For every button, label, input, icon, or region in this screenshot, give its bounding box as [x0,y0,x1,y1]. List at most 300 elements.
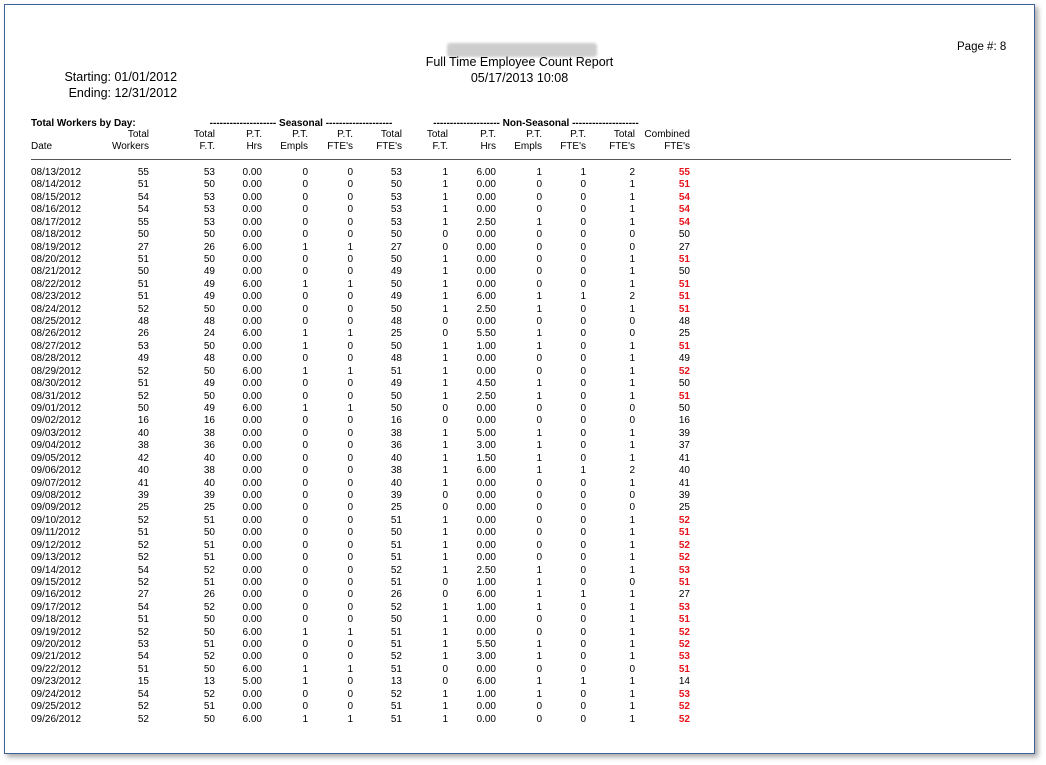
table-row [5,714,1034,726]
cell-s-ft: 50 [203,253,215,265]
cell-n-pt-hrs: 6.00 [476,676,496,688]
cell-s-pt-hrs: 0.00 [242,316,262,328]
cell-combined: 55 [678,167,690,178]
cell-n-total-ftes: 1 [629,179,635,191]
cell-s-ft: 50 [203,626,215,638]
column-header-line2: FTE's [560,141,586,152]
cell-total-workers: 55 [137,216,149,228]
cell-s-pt-empls: 1 [302,328,308,340]
cell-combined: 25 [678,328,690,340]
cell-combined: 52 [678,626,690,638]
cell-n-ft: 1 [442,601,448,613]
cell-n-pt-empls: 1 [536,601,542,613]
cell-n-pt-empls: 0 [536,527,542,539]
cell-s-total-ftes: 51 [390,576,402,588]
column-header-line1: Total [426,129,448,140]
cell-combined: 41 [678,477,690,489]
cell-s-total-ftes: 53 [390,167,402,178]
table-row [5,291,1034,303]
cell-s-ft: 49 [203,266,215,278]
cell-date: 08/13/2012 [31,167,82,178]
cell-s-ft: 53 [203,167,215,178]
cell-date: 09/18/2012 [31,614,82,626]
cell-total-workers: 51 [137,179,149,191]
cell-total-workers: 38 [137,440,149,452]
cell-n-pt-hrs: 0.00 [476,514,496,526]
cell-s-total-ftes: 52 [390,564,402,576]
cell-s-pt-empls: 0 [302,204,308,216]
cell-s-ft: 52 [203,651,215,663]
cell-s-ft: 49 [203,378,215,390]
cell-n-pt-hrs: 0.00 [476,229,496,241]
cell-date: 08/17/2012 [31,216,82,228]
cell-n-pt-hrs: 1.50 [476,452,496,464]
starting-value: 01/01/2012 [114,70,178,84]
cell-date: 09/22/2012 [31,663,82,675]
cell-combined: 51 [678,390,690,402]
cell-combined: 51 [678,303,690,315]
cell-s-pt-hrs: 0.00 [242,390,262,402]
cell-date: 08/23/2012 [31,291,82,303]
cell-n-pt-ftes: 0 [580,514,586,526]
column-header-line1 [31,129,52,141]
column-header-line1: Total [613,129,635,140]
cell-n-pt-empls: 0 [536,191,542,203]
cell-s-total-ftes: 40 [390,477,402,489]
cell-n-pt-hrs: 1.00 [476,601,496,613]
cell-combined: 53 [678,564,690,576]
cell-combined: 54 [678,216,690,228]
report-page [4,4,1035,754]
cell-n-total-ftes: 1 [629,340,635,352]
cell-n-pt-hrs: 0.00 [476,316,496,328]
column-header-line2: FTE's [376,141,402,152]
cell-n-total-ftes: 1 [629,266,635,278]
cell-n-pt-empls: 0 [536,514,542,526]
column-header-total-workers [112,129,149,153]
cell-s-ft: 51 [203,701,215,713]
cell-s-pt-empls: 1 [302,403,308,415]
cell-s-total-ftes: 40 [390,452,402,464]
cell-s-pt-ftes: 0 [347,639,353,651]
cell-s-pt-empls: 1 [302,676,308,688]
cell-n-ft: 0 [442,328,448,340]
cell-s-pt-hrs: 0.00 [242,502,262,514]
cell-n-total-ftes: 1 [629,216,635,228]
cell-s-pt-ftes: 0 [347,353,353,365]
cell-n-pt-empls: 0 [536,713,542,725]
cell-s-pt-hrs: 0.00 [242,340,262,352]
column-header-n-pt-hrs [480,129,496,153]
cell-s-total-ftes: 51 [390,663,402,675]
cell-s-pt-empls: 0 [302,527,308,539]
table-row [5,627,1034,639]
cell-s-pt-hrs: 0.00 [242,253,262,265]
table-row [5,614,1034,626]
cell-s-ft: 26 [203,241,215,253]
cell-s-pt-ftes: 0 [347,477,353,489]
cell-n-pt-empls: 0 [536,415,542,427]
cell-n-pt-ftes: 0 [580,427,586,439]
cell-s-pt-ftes: 0 [347,502,353,514]
cell-s-total-ftes: 48 [390,353,402,365]
cell-n-ft: 1 [442,440,448,452]
cell-n-pt-empls: 0 [536,552,542,564]
cell-n-total-ftes: 1 [629,651,635,663]
cell-combined: 51 [678,527,690,539]
cell-s-pt-empls: 0 [302,216,308,228]
cell-n-pt-empls: 1 [536,452,542,464]
cell-s-ft: 51 [203,539,215,551]
cell-n-total-ftes: 1 [629,278,635,290]
report-datetime: 05/17/2013 10:08 [470,71,569,85]
cell-combined: 51 [678,291,690,303]
cell-s-pt-hrs: 0.00 [242,179,262,191]
cell-s-pt-hrs: 6.00 [242,328,262,340]
cell-n-pt-empls: 1 [536,639,542,651]
cell-n-pt-empls: 0 [536,266,542,278]
cell-s-pt-hrs: 0.00 [242,477,262,489]
cell-n-pt-ftes: 0 [580,489,586,501]
cell-date: 09/10/2012 [31,514,82,526]
cell-n-pt-ftes: 0 [580,191,586,203]
cell-s-total-ftes: 52 [390,651,402,663]
cell-total-workers: 52 [137,713,149,725]
cell-s-pt-ftes: 0 [347,601,353,613]
cell-total-workers: 51 [137,663,149,675]
cell-s-pt-hrs: 0.00 [242,204,262,216]
cell-s-pt-hrs: 6.00 [242,713,262,725]
cell-s-pt-empls: 0 [302,489,308,501]
cell-total-workers: 54 [137,688,149,700]
cell-s-pt-hrs: 0.00 [242,291,262,303]
cell-total-workers: 52 [137,701,149,713]
cell-s-pt-ftes: 0 [347,229,353,241]
cell-s-pt-hrs: 0.00 [242,266,262,278]
column-header-line2: F.T. [199,141,215,152]
cell-date: 08/16/2012 [31,204,82,216]
cell-n-pt-hrs: 5.50 [476,639,496,651]
column-header-date [31,129,52,153]
cell-s-ft: 50 [203,614,215,626]
cell-combined: 51 [678,278,690,290]
cell-n-ft: 0 [442,415,448,427]
cell-n-ft: 0 [442,502,448,514]
cell-total-workers: 53 [137,639,149,651]
cell-s-pt-ftes: 1 [347,365,353,377]
column-header-n-total-ftes [609,129,635,153]
data-table [5,167,1034,726]
cell-s-pt-ftes: 1 [347,403,353,415]
cell-s-ft: 39 [203,489,215,501]
cell-n-pt-ftes: 0 [580,713,586,725]
cell-s-ft: 51 [203,552,215,564]
cell-s-pt-hrs: 6.00 [242,626,262,638]
cell-s-pt-hrs: 0.00 [242,576,262,588]
cell-s-pt-empls: 0 [302,639,308,651]
cell-n-pt-hrs: 0.00 [476,266,496,278]
cell-n-pt-empls: 0 [536,626,542,638]
cell-date: 08/29/2012 [31,365,82,377]
cell-n-pt-ftes: 1 [580,676,586,688]
cell-s-total-ftes: 49 [390,378,402,390]
column-header-line2: Empls [514,141,542,152]
cell-combined: 51 [678,663,690,675]
cell-combined: 52 [678,365,690,377]
cell-n-ft: 1 [442,266,448,278]
cell-date: 09/11/2012 [31,527,81,539]
cell-date: 09/13/2012 [31,552,82,564]
cell-s-pt-empls: 0 [302,614,308,626]
table-row [5,229,1034,241]
cell-n-pt-empls: 1 [536,167,542,178]
cell-n-total-ftes: 0 [629,403,635,415]
cell-s-pt-hrs: 6.00 [242,241,262,253]
cell-s-ft: 50 [203,663,215,675]
cell-date: 09/14/2012 [31,564,82,576]
cell-s-ft: 51 [203,639,215,651]
cell-n-total-ftes: 1 [629,564,635,576]
cell-n-pt-empls: 0 [536,353,542,365]
cell-s-pt-ftes: 0 [347,303,353,315]
cell-n-pt-hrs: 1.00 [476,340,496,352]
cell-total-workers: 40 [137,427,149,439]
cell-s-total-ftes: 51 [390,539,402,551]
cell-s-pt-hrs: 0.00 [242,378,262,390]
cell-n-ft: 1 [442,514,448,526]
table-row [5,341,1034,353]
cell-combined: 40 [678,465,690,477]
cell-s-ft: 50 [203,713,215,725]
cell-s-ft: 49 [203,278,215,290]
cell-s-pt-hrs: 0.00 [242,353,262,365]
cell-s-pt-empls: 1 [302,626,308,638]
cell-n-total-ftes: 2 [629,465,635,477]
column-header-line1: Total [127,129,149,140]
cell-n-pt-empls: 0 [536,403,542,415]
cell-s-ft: 50 [203,527,215,539]
cell-n-pt-ftes: 0 [580,390,586,402]
cell-total-workers: 27 [137,241,149,253]
cell-n-pt-empls: 0 [536,502,542,514]
cell-n-pt-ftes: 0 [580,316,586,328]
column-header-line2: FTE's [664,141,690,152]
cell-n-ft: 1 [442,253,448,265]
cell-total-workers: 52 [137,365,149,377]
table-row [5,192,1034,204]
cell-s-total-ftes: 50 [390,614,402,626]
table-row [5,490,1034,502]
cell-s-pt-ftes: 1 [347,663,353,675]
cell-total-workers: 50 [137,229,149,241]
table-row [5,316,1034,328]
cell-n-ft: 1 [442,713,448,725]
cell-combined: 14 [678,676,690,688]
cell-date: 08/24/2012 [31,303,82,315]
cell-n-pt-empls: 1 [536,303,542,315]
column-header-s-ft [194,129,215,153]
page-number: Page #: 8 [957,41,1007,53]
cell-s-pt-ftes: 0 [347,676,353,688]
cell-s-pt-empls: 0 [302,452,308,464]
cell-n-ft: 0 [442,241,448,253]
cell-total-workers: 25 [137,502,149,514]
cell-s-ft: 26 [203,589,215,601]
cell-s-pt-empls: 0 [302,552,308,564]
cell-n-total-ftes: 0 [629,502,635,514]
cell-s-total-ftes: 51 [390,626,402,638]
cell-combined: 50 [678,403,690,415]
cell-s-pt-empls: 1 [302,663,308,675]
cell-n-pt-ftes: 0 [580,502,586,514]
cell-combined: 39 [678,427,690,439]
cell-n-pt-hrs: 0.00 [476,502,496,514]
cell-s-pt-empls: 0 [302,167,308,178]
cell-s-pt-ftes: 0 [347,651,353,663]
cell-total-workers: 26 [137,328,149,340]
table-row [5,527,1034,539]
cell-total-workers: 51 [137,253,149,265]
table-row [5,254,1034,266]
cell-n-total-ftes: 1 [629,713,635,725]
cell-n-ft: 1 [442,552,448,564]
cell-n-ft: 0 [442,229,448,241]
cell-n-pt-ftes: 0 [580,353,586,365]
cell-n-ft: 1 [442,278,448,290]
cell-combined: 51 [678,614,690,626]
cell-s-total-ftes: 50 [390,527,402,539]
cell-s-ft: 52 [203,601,215,613]
cell-combined: 53 [678,601,690,613]
cell-n-total-ftes: 1 [629,427,635,439]
cell-s-pt-hrs: 0.00 [242,465,262,477]
cell-n-pt-empls: 1 [536,676,542,688]
cell-date: 08/18/2012 [31,229,82,241]
cell-n-pt-hrs: 6.00 [476,589,496,601]
cell-n-pt-hrs: 0.00 [476,353,496,365]
cell-n-pt-empls: 1 [536,688,542,700]
cell-s-pt-ftes: 0 [347,440,353,452]
column-header-line1: P.T. [570,129,586,140]
cell-n-total-ftes: 1 [629,539,635,551]
cell-n-total-ftes: 0 [629,663,635,675]
cell-n-pt-empls: 0 [536,253,542,265]
table-row [5,353,1034,365]
cell-s-pt-ftes: 0 [347,191,353,203]
cell-date: 09/21/2012 [31,651,82,663]
cell-n-total-ftes: 1 [629,353,635,365]
cell-n-pt-empls: 1 [536,427,542,439]
cell-s-ft: 53 [203,204,215,216]
cell-s-total-ftes: 50 [390,390,402,402]
cell-s-pt-hrs: 0.00 [242,639,262,651]
cell-date: 09/20/2012 [31,639,82,651]
table-row [5,540,1034,552]
cell-s-total-ftes: 38 [390,427,402,439]
cell-combined: 52 [678,552,690,564]
cell-total-workers: 54 [137,564,149,576]
column-header-n-pt-empls [514,129,542,153]
cell-s-pt-empls: 0 [302,651,308,663]
cell-n-total-ftes: 1 [629,378,635,390]
cell-s-pt-ftes: 0 [347,415,353,427]
cell-total-workers: 41 [137,477,149,489]
cell-n-pt-ftes: 0 [580,378,586,390]
cell-n-pt-empls: 0 [536,278,542,290]
table-row [5,565,1034,577]
cell-s-ft: 52 [203,688,215,700]
cell-total-workers: 52 [137,576,149,588]
cell-date: 09/26/2012 [31,713,82,725]
cell-s-ft: 52 [203,564,215,576]
cell-total-workers: 52 [137,626,149,638]
cell-n-pt-ftes: 0 [580,278,586,290]
cell-n-total-ftes: 1 [629,626,635,638]
table-row [5,304,1034,316]
cell-n-pt-ftes: 0 [580,229,586,241]
cell-s-pt-ftes: 0 [347,614,353,626]
cell-n-pt-ftes: 0 [580,477,586,489]
cell-n-total-ftes: 0 [629,576,635,588]
cell-date: 09/12/2012 [31,539,82,551]
column-header-line2: Hrs [480,141,496,152]
table-row [5,167,1034,179]
cell-combined: 51 [678,340,690,352]
table-row [5,204,1034,216]
cell-n-pt-ftes: 0 [580,415,586,427]
cell-s-pt-ftes: 0 [347,539,353,551]
cell-s-ft: 50 [203,229,215,241]
cell-s-pt-hrs: 0.00 [242,701,262,713]
table-row [5,676,1034,688]
cell-s-ft: 50 [203,365,215,377]
cell-s-pt-empls: 0 [302,390,308,402]
cell-total-workers: 54 [137,651,149,663]
cell-s-pt-hrs: 0.00 [242,191,262,203]
cell-total-workers: 50 [137,403,149,415]
cell-s-pt-empls: 0 [302,465,308,477]
cell-n-pt-empls: 0 [536,365,542,377]
cell-n-pt-hrs: 0.00 [476,701,496,713]
cell-total-workers: 16 [137,415,149,427]
cell-s-total-ftes: 50 [390,403,402,415]
cell-combined: 50 [678,378,690,390]
cell-s-pt-hrs: 6.00 [242,403,262,415]
cell-n-pt-empls: 0 [536,179,542,191]
cell-n-total-ftes: 1 [629,589,635,601]
cell-s-pt-ftes: 0 [347,179,353,191]
cell-n-pt-hrs: 5.00 [476,427,496,439]
cell-n-total-ftes: 1 [629,303,635,315]
cell-s-ft: 53 [203,191,215,203]
cell-n-total-ftes: 1 [629,204,635,216]
cell-combined: 27 [678,589,690,601]
cell-n-total-ftes: 1 [629,701,635,713]
table-row [5,701,1034,713]
column-header-s-pt-hrs [246,129,262,153]
column-header-line2: Workers [111,141,149,152]
cell-n-pt-hrs: 3.00 [476,651,496,663]
cell-s-total-ftes: 50 [390,229,402,241]
cell-s-total-ftes: 36 [390,440,402,452]
table-row [5,217,1034,229]
cell-total-workers: 48 [137,316,149,328]
cell-n-total-ftes: 0 [629,328,635,340]
table-row [5,366,1034,378]
cell-n-ft: 1 [442,291,448,303]
cell-s-pt-ftes: 1 [347,626,353,638]
column-header-line1: P.T. [337,129,353,140]
